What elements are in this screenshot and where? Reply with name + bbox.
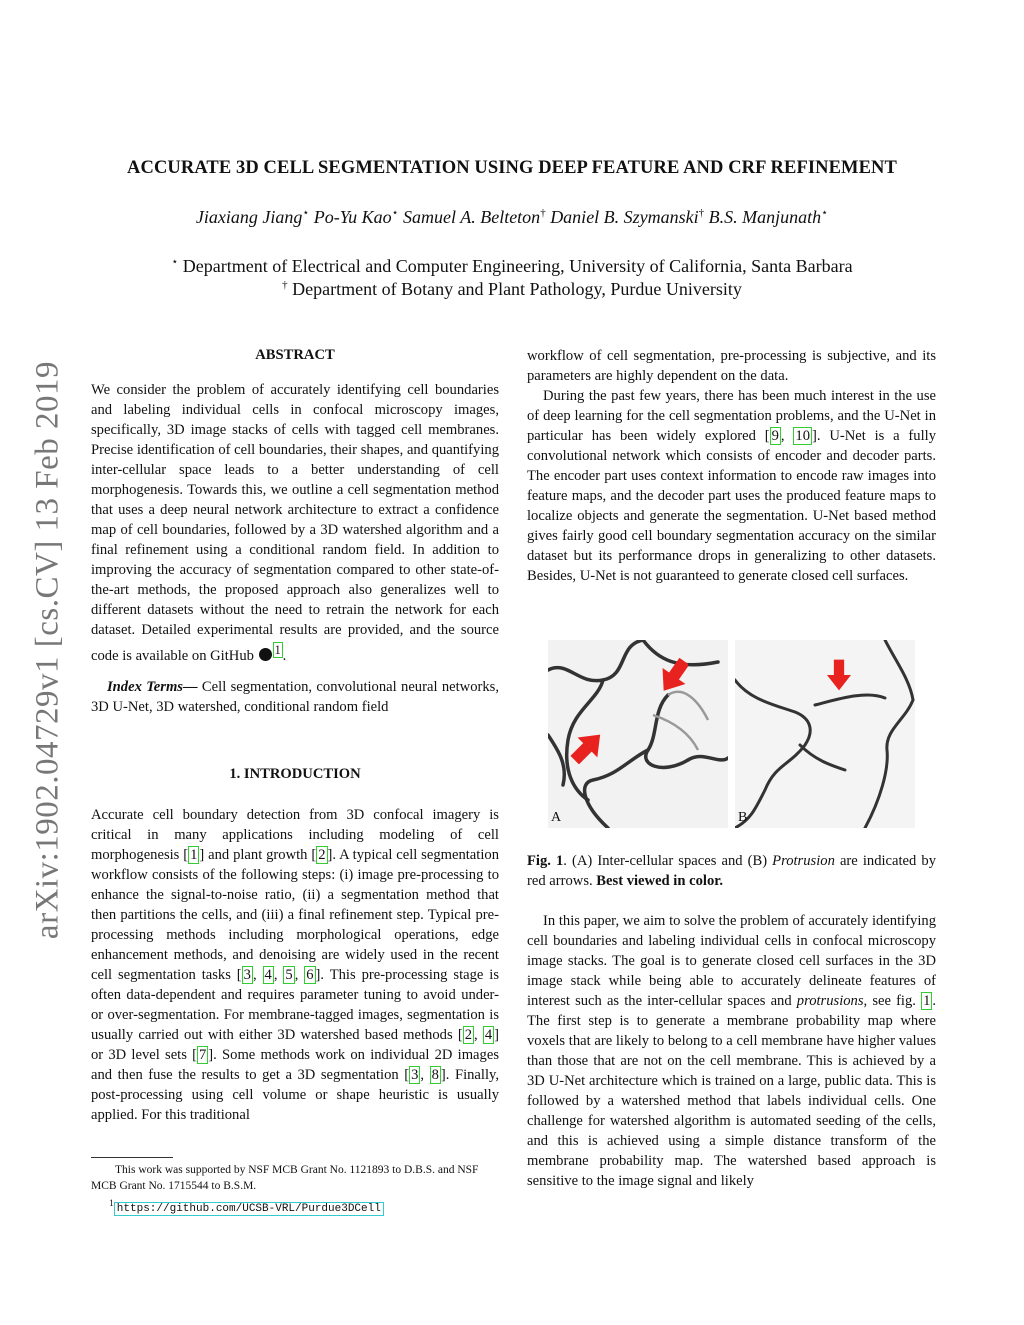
abstract-heading-block: [91, 345, 499, 365]
citation[interactable]: 2: [318, 847, 326, 863]
abstract-text: We consider the problem of accurately identifying cell boundaries and labeling individual cells in confocal microscopy images, specifically, 3D image stacks of cells with tagged cell membranes. Precise identification of cell boundaries, their shapes, and quantifying inter-cellular space leads to a better understanding of cell morphogenesis. Towards this, we outline a cell segmentation method that uses a deep neural network architecture to extract a confidence map of cell boundaries, followed by a 3D watershed algorithm and a final refinement using a conditional random field. In addition to improving the accuracy of segmentation compared to other state-of-the-art methods, the proposed approach also generalizes well to different datasets without the need to retrain the network for each dataset. Detailed experimental results are provided, and the source code is available on GitHub $^1$ .: [91, 382, 499, 664]
citation[interactable]: 8: [431, 1067, 439, 1083]
right-text-bottom: In this paper, we aim to solve the problem of accurately identifying cell boundaries and labeling individual cells in confocal microscopy image stacks. The goal is to generate closed cell surfaces in the 3D image stack while being able to accurately delineate features of interest such as the inter-cellular spaces and protrusions, see fig. 1 . The first step is to generate a membrane probability map where voxels that are likely to belong to a cell membrane have higher values than those that are not on the cell membrane. This is achieved by a 3D U-Net architecture which is trained on a large, public data. This is followed by a watershed method that labels individual cells. One challenge for watershed algorithm is automated seeding of the cells, and this is achieved using a simple distance transform of the membrane probability map. The watershed based approach is sensitive to the image signal and likely: [527, 913, 937, 1189]
citation[interactable]: 3: [411, 1067, 419, 1083]
affiliation-1: ⋆ Department of Electrical and Computer Engineering, University of California, Santa Barbara: [171, 256, 853, 276]
abstract: [91, 380, 499, 717]
url-footnote: $^1$ https://github.com/UCSB-VRL/Purdue3DCell: [91, 1196, 499, 1217]
red-arrow-icon: [827, 658, 851, 692]
red-arrow-icon: [660, 658, 688, 694]
author: Jiaxiang Jiang: [195, 207, 303, 227]
footnote-rule: [91, 1157, 173, 1158]
author: Po-Yu Kao: [313, 207, 392, 227]
citation[interactable]: 4: [484, 1027, 493, 1043]
figure-caption: Fig. 1. (A) Inter-cellular spaces and (B) Protrusion are indicated by red arrows. Best viewed in color.: [527, 853, 936, 889]
citation[interactable]: 2: [464, 1027, 472, 1043]
arxiv-sidebar: [28, 350, 68, 950]
grant-footnote: This work was supported by NSF MCB Grant No. 1121893 to D.B.S. and NSF MCB Grant No. 1715544 to B.S.M.: [91, 1164, 479, 1192]
citation[interactable]: 7: [199, 1047, 207, 1063]
citation[interactable]: 3: [243, 967, 251, 983]
micrograph-b: [735, 640, 915, 828]
arxiv-id: arXiv:1902.04729v1 [cs.CV] 13 Feb 2019: [29, 360, 66, 940]
intro-heading: 1. INTRODUCTION: [229, 766, 361, 782]
figure-ref[interactable]: 1: [923, 993, 931, 1009]
github-icon[interactable]: [259, 648, 272, 661]
citation[interactable]: 4: [264, 967, 272, 983]
panel-label-b: B: [738, 810, 748, 825]
citation[interactable]: 1: [190, 847, 198, 863]
citation[interactable]: 5: [285, 967, 293, 983]
citation[interactable]: 9: [771, 428, 779, 444]
paper-title: ACCURATE 3D CELL SEGMENTATION USING DEEP FEATURE AND CRF REFINEMENT: [127, 158, 897, 178]
red-arrow-icon: [570, 728, 606, 764]
index-terms: Index Terms— Cell segmentation, convolutional neural networks, 3D U-Net, 3D watershed, conditional random field: [91, 678, 499, 715]
panel-label-a: A: [551, 810, 562, 825]
figure-panel-b: [735, 640, 915, 828]
author-list: Jiaxiang Jiang⋆ Po-Yu Kao⋆ Samuel A. Belteton† Daniel B. Szymanski† B.S. Manjunath⋆: [195, 207, 829, 227]
author: B.S. Manjunath: [708, 207, 822, 227]
intro-heading-block: [91, 764, 499, 784]
figure-panel-a: [548, 640, 728, 828]
citation[interactable]: 6: [306, 967, 314, 983]
author: Samuel A. Belteton: [403, 207, 541, 227]
affiliation-2: † Department of Botany and Plant Pathology, Purdue University: [282, 279, 742, 299]
github-url-link[interactable]: https://github.com/UCSB-VRL/Purdue3DCell: [114, 1202, 384, 1216]
author: Daniel B. Szymanski: [550, 207, 699, 227]
intro-text: Accurate cell boundary detection from 3D confocal imagery is critical in many applications including modeling of cell morphogenesis [ 1 ] and plant growth [ 2 ]. A typical cell segmentation workflow consists of the following steps: (i) image pre-processing to enhance the signal-to-noise ratio, (ii) a segmentation method that then partitions the cells, and (iii) a final refinement step. Typical pre-processing methods including morphological operations, edge enhancement methods, and denoising are widely used in the recent cell segmentation tasks [ 3 , 4 , 5 , 6 ]. This pre-processing stage is often data-dependent and requires parameter tuning to avoid under- or over-segmentation. For membrane-tagged images, segmentation is usually carried out with either 3D watershed based methods [ 2 , 4 ] or 3D level sets [ 7 ]. Some methods work on individual 2D images and then fuse the results to get a 3D segmentation [ 3 , 8 ]. Finally, post-processing using cell volume or shape heuristic is usually applied. For this traditional: [91, 807, 500, 1123]
right-text-top: workflow of cell segmentation, pre-processing is subjective, and its parameters are highly dependent on the data. During the past few years, there has been much interest in the use of deep learning for the cell segmentation problems, and the U-Net in particular has been widely explored [ 9 , 10 ]. U-Net is a fully convolutional network which consists of encoder and decoder parts. The encoder part uses context information to encode raw images into feature maps, and the decoder part uses the produced feature maps to localize objects and generate the segmentation. U-Net based method gives fairly good cell boundary segmentation accuracy on the similar dataset but its performance drops in generalizing to other datasets. Besides, U-Net is not guaranteed to generate closed cell surfaces.: [527, 348, 936, 584]
footnote-link[interactable]: 1: [274, 643, 281, 657]
citation[interactable]: 10: [795, 428, 810, 444]
abstract-heading: ABSTRACT: [255, 347, 335, 363]
